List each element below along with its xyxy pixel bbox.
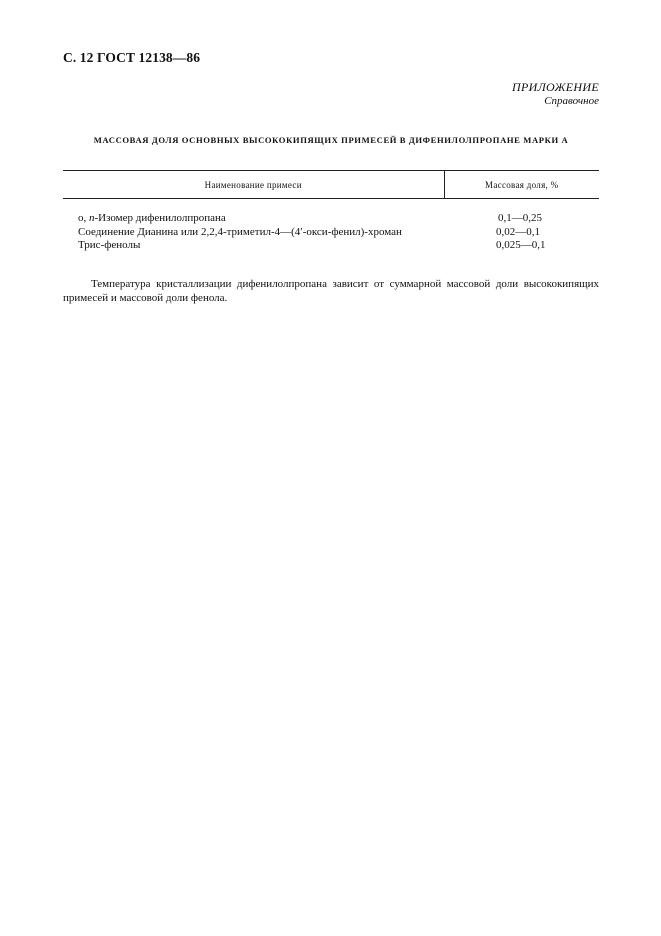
impurity-fraction: 0,1—0,25 [498, 212, 542, 224]
impurity-name [63, 199, 444, 226]
table-title: МАССОВАЯ ДОЛЯ ОСНОВНЫХ ВЫСОКОКИПЯЩИХ ПРИМЕСЕЙ В ДИФЕНИЛОЛПРОПАНЕ МАРКИ А [93, 135, 569, 145]
table-header-row [63, 171, 599, 199]
page-header: С. 12 ГОСТ 12138—86 [63, 50, 201, 65]
impurity-name-rest: -Изомер дифенилолпропана [94, 212, 226, 224]
table-row [63, 199, 599, 226]
impurity-fraction: 0,025—0,1 [496, 239, 546, 251]
table-row [63, 239, 599, 253]
impurities-table [63, 170, 599, 253]
impurity-name-prefix: о, [78, 212, 89, 224]
impurity-fraction: 0,02—0,1 [496, 225, 540, 238]
table-row [63, 226, 599, 240]
note-paragraph: Температура кристаллизации дифенилолпропана зависит от суммарной массовой доли высококипящих примесей и массовой доли фенола. [63, 278, 599, 304]
impurity-name: Трис-фенолы [78, 239, 141, 251]
appendix-subtitle: Справочное [544, 95, 599, 107]
appendix-label [512, 80, 599, 108]
column-header-fraction: Массовая доля, % [444, 171, 599, 199]
impurity-name-italic: п [89, 212, 95, 224]
appendix-title: ПРИЛОЖЕНИЕ [512, 80, 599, 94]
impurity-name: Соединение Дианина или 2,2,4-триметил-4—(4′-окси-фенил)-хроман [78, 225, 402, 238]
column-header-name: Наименование примеси [63, 171, 444, 199]
